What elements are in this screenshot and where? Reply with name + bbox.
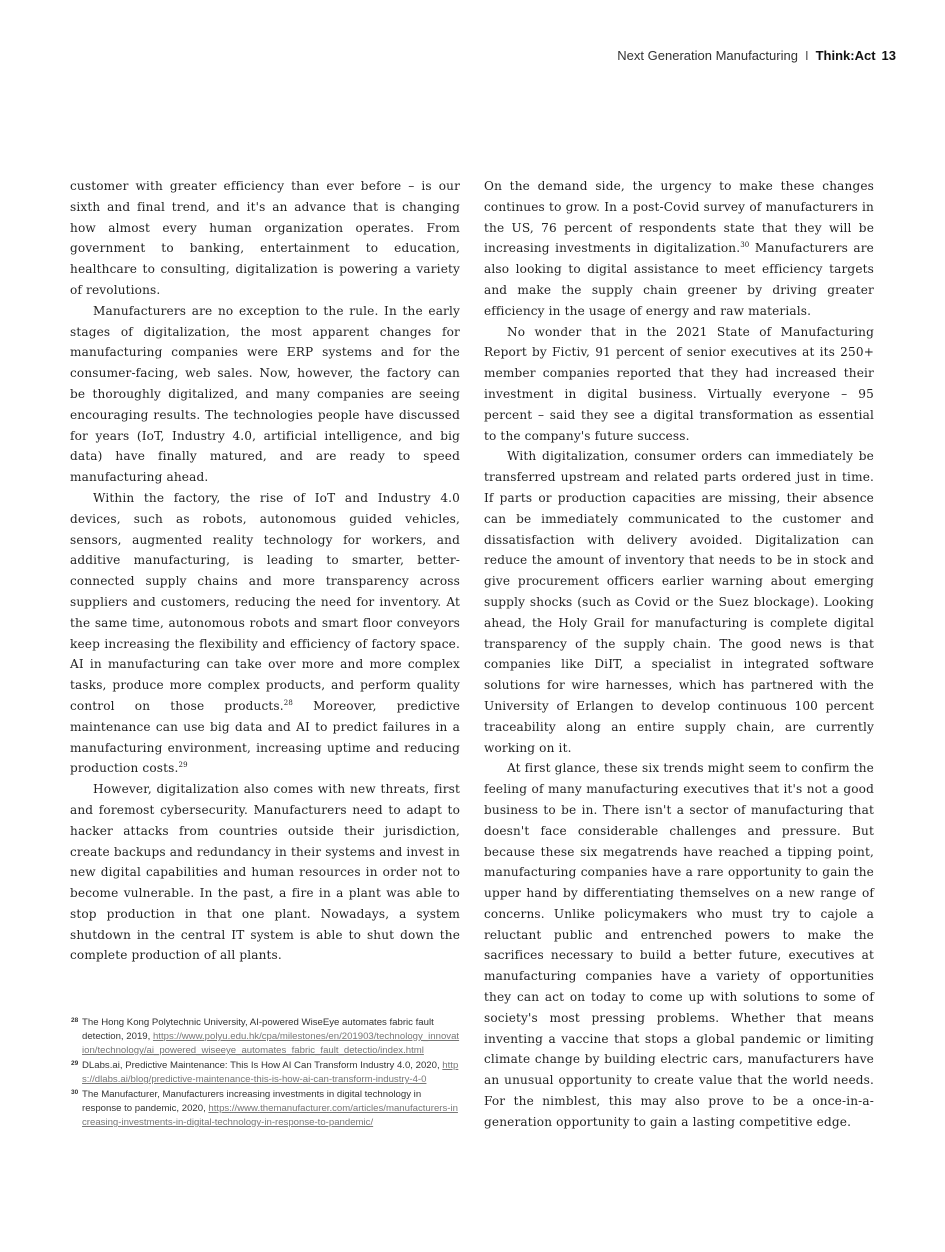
footnote-ref-30[interactable]: 30 — [740, 241, 750, 250]
right-paragraph-3: With digitalization, consumer orders can immediately be transferred upstream and related parts ordered just in time. If parts or production capacities are missing, their absence can be immediately communicated to the customer and dissatisfaction with delivery avoided. Digitalization can reduce the amount of inventory that needs to be in stock and give procurement officers earlier warning about emerging supply shocks (such as Covid or the Suez blockage). Looking ahead, the Holy Grail for manufacturing is complete digital transparency of the supply chain. The good news is that companies like DiIT, a specialist in integrated software solutions for wire harnesses, which has partnered with the University of Erlangen to develop continuous 100 percent traceability along an entire supply chain, are currently working on it. — [484, 449, 874, 755]
footnote-number: 29 — [71, 1060, 79, 1067]
footnote-number: 30 — [71, 1089, 79, 1096]
right-paragraph-4: At first glance, these six trends might seem to confirm the feeling of many manufacturing executives that it's not a good business to be in. There isn't a sector of manufacturing that doesn't face considerable challenges and pressure. But because these six megatrends have reached a tipping point, manufacturing companies have a rare opportunity to gain the upper hand by differentiating themselves on a new range of concerns. Unlike policymakers who must try to cajole a reluctant public and entrenched powers to make the sacrifices necessary to build a better future, executives at manufacturing companies have a variety of opportunities they can act on today to come up with solutions to some of society's most pressing problems. Whether that means inventing a vaccine that stops a global pandemic or limiting climate change by building electric cars, manufacturers have an unusual opportunity to create value that the world needs. For the nimblest, this may also prove to be a once-in-a-generation opportunity to gain a lasting competitive edge. — [484, 761, 874, 1129]
left-paragraph-3 — [70, 488, 460, 779]
left-paragraph-4: However, digitalization also comes with new threats, first and foremost cybersecurity. Manufacturers need to adapt to hacker attacks from countries outside their jurisdiction, create backups and redundancy in their systems and invest in new digital capabilities and human resources in order not to become vulnerable. In the past, a fire in a plant was able to stop production in that one plant. Nowadays, a system shutdown in the central IT system is able to shut down the complete production of all plants. — [70, 782, 460, 963]
right-paragraph-1-part-b: Manufacturers are also looking to digital assistance to meet efficiency targets and make the supply chain greener by driving greater efficiency in the usage of energy and raw materials. — [484, 241, 874, 318]
footnote-link[interactable]: https://www.themanufacturer.com/articles/manufacturers-increasing-investments-in-digital-technology-in-response-to-pandemic/ — [82, 1103, 458, 1128]
footnote-number: 28 — [71, 1017, 79, 1024]
page-header — [617, 48, 896, 63]
left-column — [70, 176, 460, 966]
footnote — [70, 1088, 460, 1130]
header-title: Next Generation Manufacturing — [617, 48, 798, 63]
footnote-link[interactable]: https://www.polyu.edu.hk/cpa/milestones/en/201903/technology_innovation/technology/ai_powered_wiseeye_automates_fabric_fault_detectio/index.html — [82, 1031, 460, 1056]
footnote-text: DLabs.ai, Predictive Maintenance: This Is How AI Can Transform Industry 4.0, 2020, — [82, 1060, 443, 1071]
footnote-link[interactable]: https://dlabs.ai/blog/predictive-maintenance-this-is-how-ai-can-transform-industry-4-0 — [82, 1060, 459, 1085]
left-paragraph-2: Manufacturers are no exception to the rule. In the early stages of digitalization, the most apparent changes for manufacturing companies were ERP systems and for the consumer-facing, web sales. Now, however, the factory can be thoroughly digitalized, and many companies are seeing encouraging results. The technologies people have discussed for years (IoT, Industry 4.0, artificial intelligence, and big data) have finally matured, and are ready to speed manufacturing ahead. — [70, 303, 460, 485]
footnote-ref-28[interactable]: 28 — [283, 698, 293, 707]
footnote-text: The Hong Kong Polytechnic University, AI-powered WiseEye automates fabric fault detection, 2019, — [82, 1017, 434, 1042]
left-paragraph-3-part-b: Moreover, predictive maintenance can use big data and AI to predict failures in a manufacturing environment, increasing uptime and reducing production costs. — [70, 698, 460, 776]
right-column — [484, 176, 874, 1133]
footnotes — [70, 1016, 460, 1131]
right-paragraph-1-part-a: On the demand side, the urgency to make these changes continues to grow. In a post-Covid survey of manufacturers in the US, 76 percent of respondents state that they will be increasing investments in digitalization. — [484, 179, 874, 256]
right-paragraph-1 — [484, 176, 874, 322]
footnote — [70, 1059, 460, 1087]
page-number: 13 — [881, 48, 896, 63]
header-brand: Think:Act — [815, 48, 876, 63]
left-paragraph-3-part-a: Within the factory, the rise of IoT and Industry 4.0 devices, such as robots, autonomous guided vehicles, sensors, augmented reality technology for workers, and additive manufacturing, is leading to smarter, better-connected supply chains and more transparency across suppliers and customers, reducing the need for inventory. At the same time, autonomous robots and smart floor conveyors keep increasing the flexibility and efficiency of factory space. AI in manufacturing can take over more and more complex tasks, produce more complex products, and perform quality control on those products. — [70, 490, 460, 713]
right-paragraph-2: No wonder that in the 2021 State of Manufacturing Report by Fictiv, 91 percent of senior executives at its 250+ member companies reported that they had increased their investment in digital business. Virtually everyone – 95 percent – said they see a digital transformation as essential to the company's future success. — [484, 324, 874, 443]
footnote-text: The Manufacturer, Manufacturers increasing investments in digital technology in response to pandemic, 2020, — [82, 1089, 422, 1114]
footnote — [70, 1016, 460, 1058]
left-paragraph-1: customer with greater efficiency than ever before – is our sixth and final trend, and it's an advance that is changing how almost every human organization operates. From government to banking, entertainment to education, healthcare to consulting, digitalization is powering a variety of revolutions. — [70, 179, 460, 297]
footnote-ref-29[interactable]: 29 — [178, 761, 188, 770]
header-separator: I — [804, 48, 809, 63]
